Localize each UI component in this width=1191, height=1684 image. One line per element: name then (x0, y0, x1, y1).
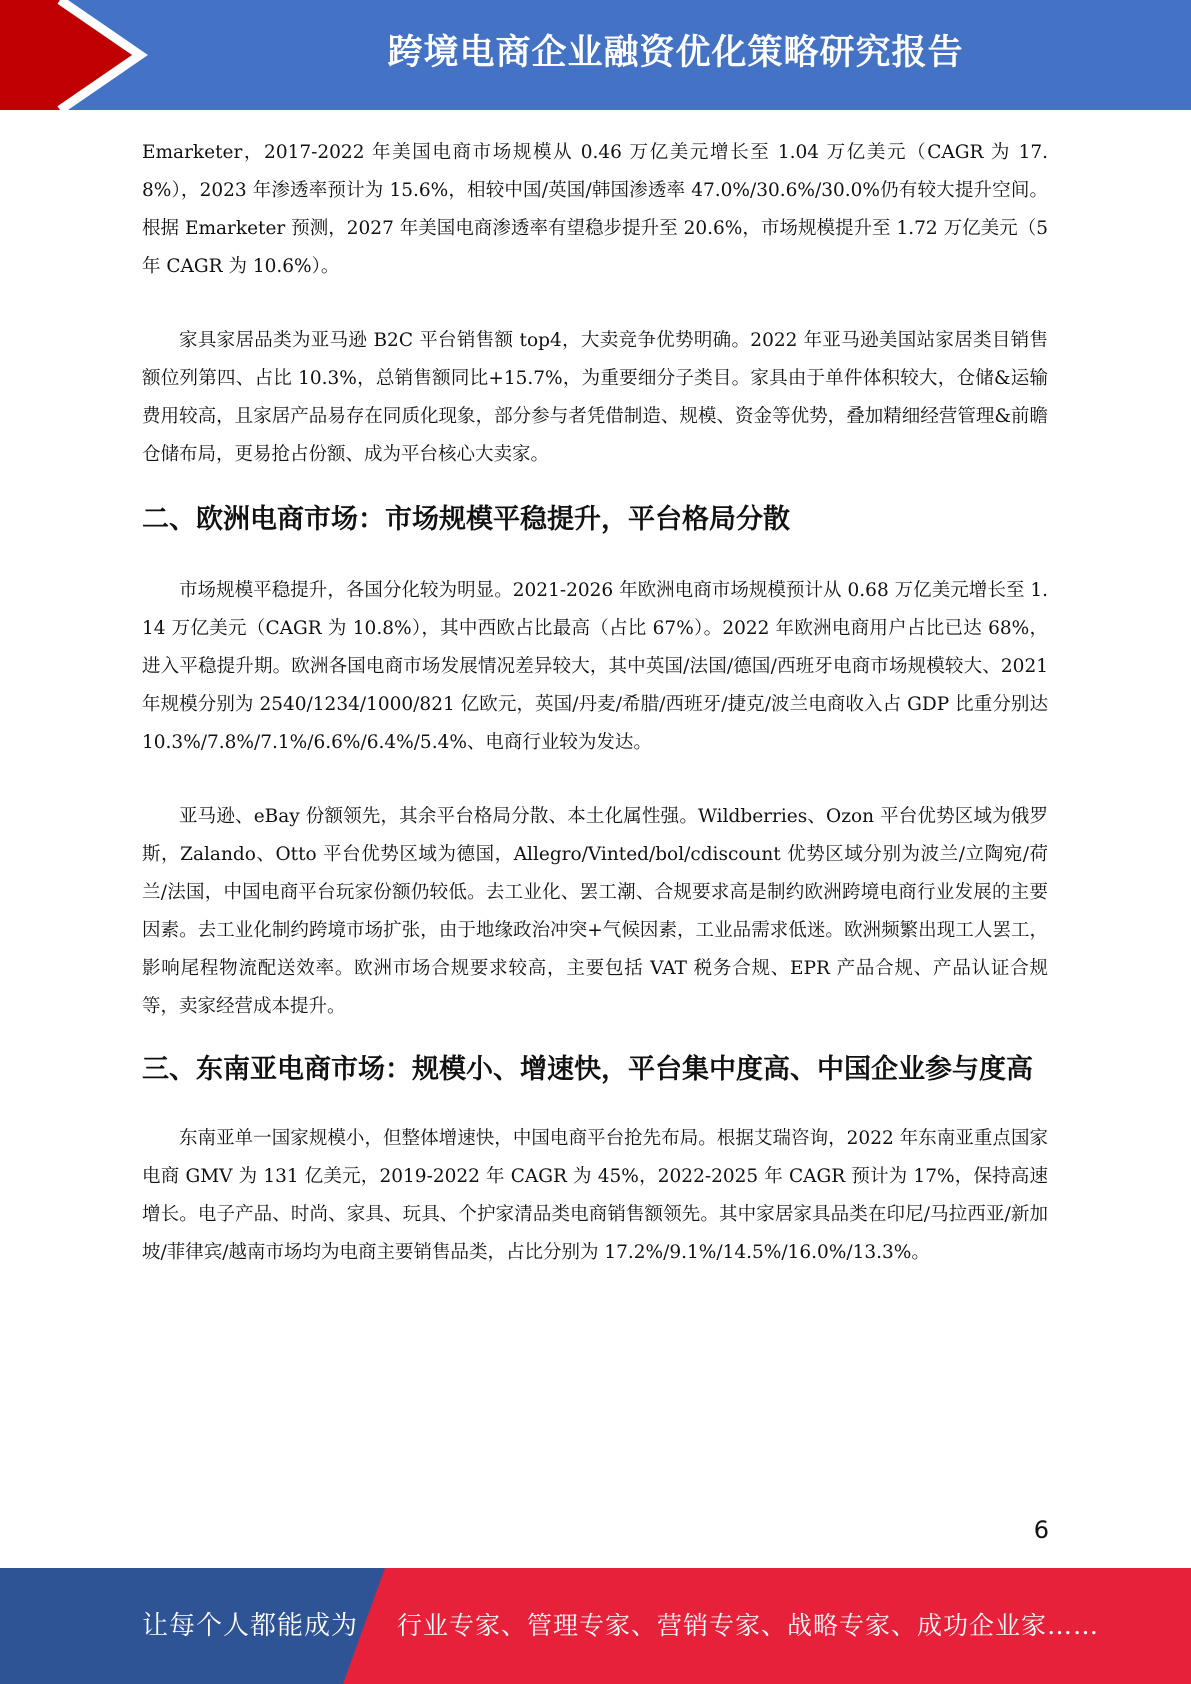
page-number: 6 (1033, 1516, 1049, 1544)
footer-slogan-left: 让每个人都能成为 (142, 1611, 359, 1641)
section-heading-europe: 二、欧洲电商市场：市场规模平稳提升，平台格局分散 (142, 504, 790, 535)
paragraph-europe-market-scale: 市场规模平稳提升，各国分化较为明显。2021-2026 年欧洲电商市场规模预计从 0.68 万亿美元增长至 1.14 万亿美元（CAGR 为 10.8%），其中西欧占比最高（占比 67%）。2022 年欧洲电商用户占比已达 68%，进入平稳提升期。欧洲各国电商市场发展情况差异较大，其中英国/法国/德国/西班牙电商市场规模较大、2021 年规模分别为 2540/1234/1000/821 亿欧元，英国/丹麦/希腊/西班牙/捷克/波兰电商收入占 GDP 比重分别达 10.3%/7.8%/7.1%/6.6%/6.4%/5.4%、电商行业较为发达。 (142, 580, 1048, 753)
page-footer (0, 1568, 1191, 1684)
paragraph-europe-platforms: 亚马逊、eBay 份额领先，其余平台格局分散、本土化属性强。Wildberries、Ozon 平台优势区域为俄罗斯，Zalando、Otto 平台优势区域为德国，Allegro/Vinted/bol/cdiscount 优势区域分别为波兰/立陶宛/荷兰/法国，中国电商平台玩家份额仍较低。去工业化、罢工潮、合规要求高是制约欧洲跨境电商行业发展的主要因素。去工业化制约跨境市场扩张，由于地缘政治冲突+气候因素，工业品需求低迷。欧洲频繁出现工人罢工，影响尾程物流配送效率。欧洲市场合规要求较高，主要包括 VAT 税务合规、EPR 产品合规、产品认证合规等，卖家经营成本提升。 (142, 806, 1048, 1017)
section-heading-southeast-asia: 三、东南亚电商市场：规模小、增速快，平台集中度高、中国企业参与度高 (142, 1054, 1033, 1085)
main-content (142, 134, 1048, 1272)
footer-slogan-right: 行业专家、管理专家、营销专家、战略专家、成功企业家…… (397, 1611, 1100, 1640)
page-header (0, 0, 1191, 110)
paragraph-southeast-asia-market: 东南亚单一国家规模小，但整体增速快，中国电商平台抢先布局。根据艾瑞咨询，2022 年东南亚重点国家电商 GMV 为 131 亿美元，2019-2022 年 CAGR 为 45%，2022-2025 年 CAGR 预计为 17%，保持高速增长。电子产品、时尚、家具、玩具、个护家清品类电商销售额领先。其中家居家具品类在印尼/马拉西亚/新加坡/菲律宾/越南市场均为电商主要销售品类，占比分别为 17.2%/9.1%/14.5%/16.0%/13.3%。 (142, 1128, 1048, 1263)
paragraph-us-market-scale: Emarketer，2017-2022 年美国电商市场规模从 0.46 万亿美元增长至 1.04 万亿美元（CAGR 为 17.8%），2023 年渗透率预计为 15.6%，相较中国/英国/韩国渗透率 47.0%/30.6%/30.0%仍有较大提升空间。根据 Emarketer 预测，2027 年美国电商渗透率有望稳步提升至 20.6%，市场规模提升至 1.72 万亿美元（5 年 CAGR 为 10.6%）。 (142, 142, 1048, 277)
paragraph-furniture-category: 家具家居品类为亚马逊 B2C 平台销售额 top4，大卖竞争优势明确。2022 年亚马逊美国站家居类目销售额位列第四、占比 10.3%，总销售额同比+15.7%，为重要细分子类目。家具由于单件体积较大，仓储&运输费用较高，且家居产品易存在同质化现象，部分参与者凭借制造、规模、资金等优势，叠加精细经营管理&前瞻仓储布局，更易抢占份额、成为平台核心大卖家。 (142, 330, 1048, 465)
report-title: 跨境电商企业融资优化策略研究报告 (387, 33, 964, 73)
